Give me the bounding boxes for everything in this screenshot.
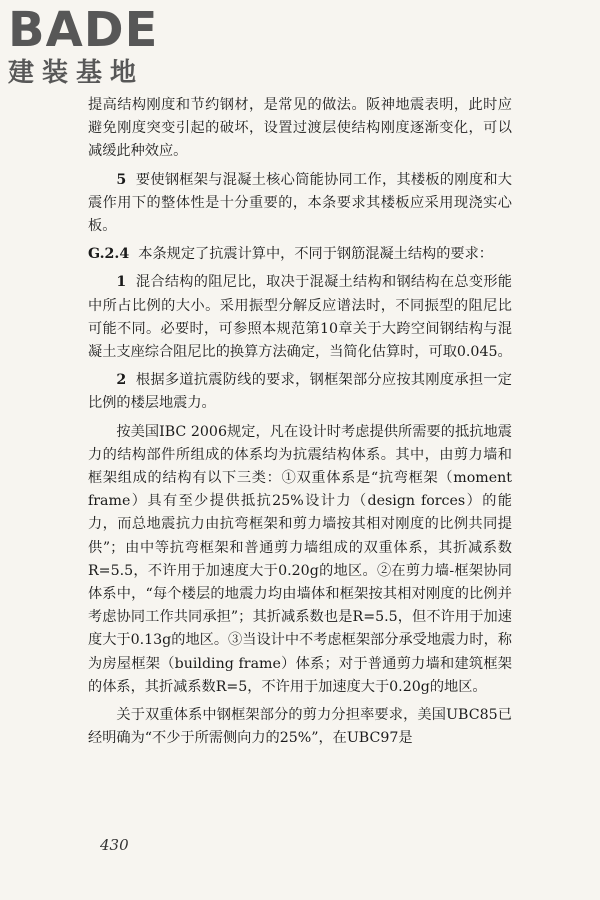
paragraph-text: 混合结构的阻尼比，取决于混凝土结构和钢结构在总变形能中所占比例的大小。采用振型分解反应谱法时，不同振型的阻尼比可能不同。必要时，可参照本规范第10章关于大跨空间钢结构与混凝土支座综合阻尼比的换算方法确定，当简化估算时，可取0.045。 [88,274,512,361]
logo-word: BADE [8,2,159,58]
paragraph-item-1 [88,271,512,364]
paragraph-text: 根据多道抗震防线的要求，钢框架部分应按其刚度承担一定比例的楼层地震力。 [88,372,512,412]
paragraph-intro-continuation [88,94,512,164]
item-number: 5 [116,171,127,188]
logo-subtitle: 建装基地 [8,58,145,88]
paragraph-text: 关于双重体系中钢框架部分的剪力分担率要求，美国UBC85已经明确为“不少于所需侧向力的25%”，在UBC97是 [88,707,512,747]
paragraph-text: 要使钢框架与混凝土核心筒能协同工作，其楼板的刚度和大震作用下的整体性是十分重要的，本条要求其楼板应采用现浇实心板。 [88,171,512,235]
page-body [88,94,512,750]
item-number: 1 [116,274,127,291]
paragraph-ibc-2006 [88,421,512,699]
section-g-2-4 [88,243,512,266]
paragraph-text: 提高结构刚度和节约钢材，是常见的做法。阪神地震表明，此时应避免刚度突变引起的破坏，设置过渡层使结构刚度逐渐变化，可以减缓此种效应。 [88,97,512,160]
paragraph-item-5 [88,169,512,239]
paragraph-text: 本条规定了抗震计算中，不同于钢筋混凝土结构的要求： [138,246,493,263]
item-number: 2 [116,372,127,389]
page-number: 430 [100,836,129,854]
paragraph-ubc [88,704,512,750]
bade-logo [8,4,183,88]
paragraph-text: 按美国IBC 2006规定，凡在设计时考虑提供所需要的抵抗地震力的结构部件所组成的体系均为抗震结构体系。其中，由剪力墙和框架组成的结构有以下三类：①双重体系是“抗弯框架（moment frame）具有至少提供抵抗25%设计力（design forces）的能力，而总地震抗力由抗弯框架和剪力墙按其相对刚度的比例共同提供”；由中等抗弯框架和普通剪力墙组成的双重体系，其折减系数R=5.5，不许用于加速度大于0.20g的地区。②在剪力墙-框架协同体系中，“每个楼层的地震力均由墙体和框架按其相对刚度的比例并考虑协同工作共同承担”；其折减系数也是R=5.5，但不许用于加速度大于0.13g的地区。③当设计中不考虑框架部分承受地震力时，称为房屋框架（building frame）体系；对于普通剪力墙和建筑框架的体系，其折减系数R=5，不许用于加速度大于0.20g的地区。 [88,423,512,695]
paragraph-item-2 [88,369,512,415]
section-number: G.2.4 [88,246,130,263]
